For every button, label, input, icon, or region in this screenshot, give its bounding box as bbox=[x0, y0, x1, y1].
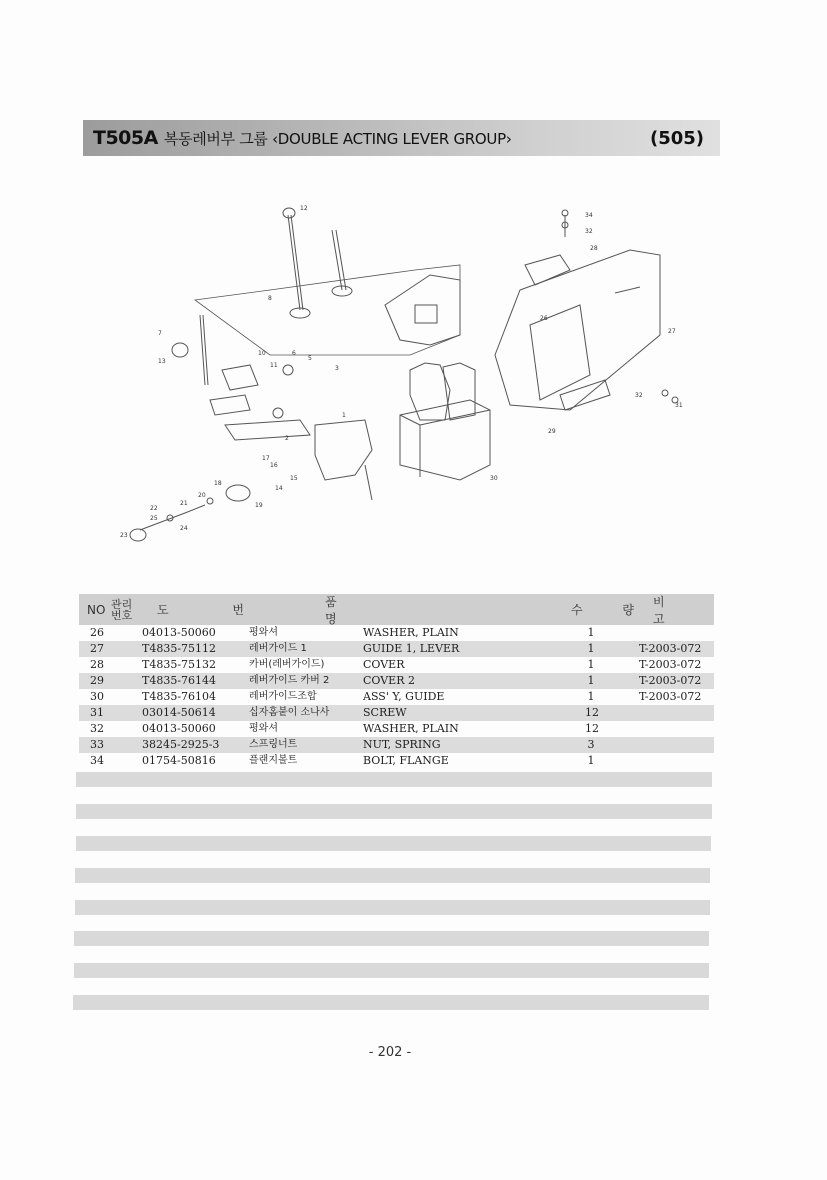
cell-qty: 1 bbox=[587, 642, 595, 655]
cell-name-en: GUIDE 1, LEVER bbox=[363, 642, 460, 655]
cell-name-en: BOLT, FLANGE bbox=[363, 754, 449, 767]
cell-name-kr: 플랜지볼트 bbox=[249, 755, 298, 766]
cell-no: 30 bbox=[90, 690, 104, 703]
callout-20: 20 bbox=[198, 492, 206, 499]
cell-remark: T-2003-072 bbox=[639, 674, 702, 687]
callout-19: 19 bbox=[255, 502, 263, 509]
group-code: T505A bbox=[93, 127, 158, 149]
cell-drawing-no: 38245-2925-3 bbox=[142, 738, 220, 751]
callout-11: 11 bbox=[270, 362, 278, 369]
cell-name-en: COVER bbox=[363, 658, 405, 671]
group-number: (505) bbox=[649, 127, 704, 149]
table-row bbox=[79, 625, 714, 641]
cell-name-en: WASHER, PLAIN bbox=[363, 722, 459, 735]
parts-table-header bbox=[79, 594, 714, 625]
parts-table-body bbox=[79, 625, 714, 769]
header-drawing-no: 도 번 bbox=[157, 603, 274, 617]
header-no: NO bbox=[87, 602, 106, 617]
cell-no: 29 bbox=[90, 674, 104, 687]
callout-27: 27 bbox=[668, 328, 676, 335]
cell-name-en: COVER 2 bbox=[363, 674, 415, 687]
header-remark: 비 고 bbox=[653, 594, 687, 626]
table-row bbox=[79, 737, 714, 753]
cell-qty: 1 bbox=[587, 754, 595, 767]
header-mgmt-line1: 관리 bbox=[111, 597, 133, 611]
callout-31: 31 bbox=[675, 402, 683, 409]
callout-14: 14 bbox=[275, 485, 283, 492]
callout-5: 5 bbox=[308, 355, 312, 362]
callout-28: 28 bbox=[590, 245, 598, 252]
cell-no: 27 bbox=[90, 642, 104, 655]
table-row bbox=[79, 721, 714, 737]
cell-name-en: WASHER, PLAIN bbox=[363, 626, 459, 639]
cell-no: 34 bbox=[90, 754, 104, 767]
cell-name-kr: 카버(레버가이드) bbox=[249, 659, 325, 670]
cell-drawing-no: T4835-75132 bbox=[142, 658, 217, 671]
diagram-drawing bbox=[110, 195, 720, 555]
cell-drawing-no: T4835-76104 bbox=[142, 690, 217, 703]
cell-name-kr: 평와셔 bbox=[249, 723, 278, 734]
callout-29: 29 bbox=[548, 428, 556, 435]
callout-13: 13 bbox=[158, 358, 166, 365]
exploded-parts-diagram bbox=[110, 195, 720, 555]
cell-no: 32 bbox=[90, 722, 104, 735]
empty-row-band bbox=[75, 900, 710, 915]
empty-row-band bbox=[73, 995, 709, 1010]
callout-18: 18 bbox=[214, 480, 222, 487]
cell-no: 31 bbox=[90, 706, 104, 719]
cell-no: 26 bbox=[90, 626, 104, 639]
callout-7: 7 bbox=[158, 330, 162, 337]
callout-6: 6 bbox=[292, 350, 296, 357]
empty-row-band bbox=[74, 931, 709, 946]
cell-qty: 3 bbox=[587, 738, 595, 751]
header-management-number bbox=[111, 594, 132, 625]
cell-drawing-no: 03014-50614 bbox=[142, 706, 216, 719]
callout-17: 17 bbox=[262, 455, 270, 462]
group-title: 복동레버부 그룹 ‹DOUBLE ACTING LEVER GROUP› bbox=[163, 130, 512, 148]
cell-no: 28 bbox=[90, 658, 104, 671]
callout-3: 3 bbox=[335, 365, 339, 372]
empty-row-band bbox=[76, 836, 711, 851]
cell-drawing-no: T4835-76144 bbox=[142, 674, 217, 687]
table-row bbox=[79, 673, 714, 689]
callout-21: 21 bbox=[180, 500, 188, 507]
callout-15: 15 bbox=[290, 475, 298, 482]
cell-name-kr: 평와셔 bbox=[249, 627, 278, 638]
callout-30: 30 bbox=[490, 475, 498, 482]
cell-drawing-no: 04013-50060 bbox=[142, 722, 216, 735]
cell-name-kr: 레버가이드 카버 2 bbox=[249, 675, 330, 686]
section-title-bar bbox=[83, 120, 720, 156]
cell-name-en: ASS' Y, GUIDE bbox=[363, 690, 445, 703]
cell-qty: 1 bbox=[587, 658, 595, 671]
title-left bbox=[93, 127, 512, 149]
cell-qty: 1 bbox=[587, 690, 595, 703]
cell-no: 33 bbox=[90, 738, 104, 751]
cell-name-en: SCREW bbox=[363, 706, 407, 719]
cell-remark: T-2003-072 bbox=[639, 690, 702, 703]
page-number: - 202 - bbox=[368, 1045, 412, 1060]
cell-qty: 1 bbox=[587, 674, 595, 687]
cell-drawing-no: T4835-75112 bbox=[142, 642, 217, 655]
cell-name-kr: 스프링너트 bbox=[249, 739, 298, 750]
cell-qty: 12 bbox=[585, 706, 599, 719]
cell-name-en: NUT, SPRING bbox=[363, 738, 441, 751]
cell-remark: T-2003-072 bbox=[639, 642, 702, 655]
callout-10: 10 bbox=[258, 350, 266, 357]
table-row bbox=[79, 657, 714, 673]
callout-1: 1 bbox=[342, 412, 346, 419]
callout-8: 8 bbox=[268, 295, 272, 302]
callout-22: 22 bbox=[150, 505, 158, 512]
cell-qty: 12 bbox=[585, 722, 599, 735]
callout-25: 25 bbox=[150, 515, 158, 522]
callout-24: 24 bbox=[180, 525, 188, 532]
callout-34: 34 bbox=[585, 212, 593, 219]
cell-qty: 1 bbox=[587, 626, 595, 639]
cell-drawing-no: 04013-50060 bbox=[142, 626, 216, 639]
empty-row-band bbox=[75, 868, 710, 883]
cell-name-kr: 레버가이드조합 bbox=[249, 691, 317, 702]
callout-16: 16 bbox=[270, 462, 278, 469]
table-row bbox=[79, 641, 714, 657]
cell-drawing-no: 01754-50816 bbox=[142, 754, 216, 767]
callout-32b: 32 bbox=[635, 392, 643, 399]
cell-name-kr: 레버가이드 1 bbox=[249, 643, 307, 654]
callout-2: 2 bbox=[285, 435, 289, 442]
cell-remark: T-2003-072 bbox=[639, 658, 702, 671]
header-quantity: 수 량 bbox=[571, 603, 652, 617]
header-mgmt-line2: 번호 bbox=[111, 608, 133, 622]
empty-row-band bbox=[76, 772, 712, 787]
table-row bbox=[79, 689, 714, 705]
callout-26: 26 bbox=[540, 315, 548, 322]
table-row bbox=[79, 705, 714, 721]
cell-name-kr: 십자홈붙이 소나사 bbox=[249, 707, 330, 718]
header-part-name: 품 명 bbox=[325, 594, 477, 626]
empty-row-band bbox=[74, 963, 709, 978]
callout-23: 23 bbox=[120, 532, 128, 539]
callout-32: 32 bbox=[585, 228, 593, 235]
callout-12: 12 bbox=[300, 205, 308, 212]
table-row bbox=[79, 753, 714, 769]
empty-row-band bbox=[76, 804, 712, 819]
